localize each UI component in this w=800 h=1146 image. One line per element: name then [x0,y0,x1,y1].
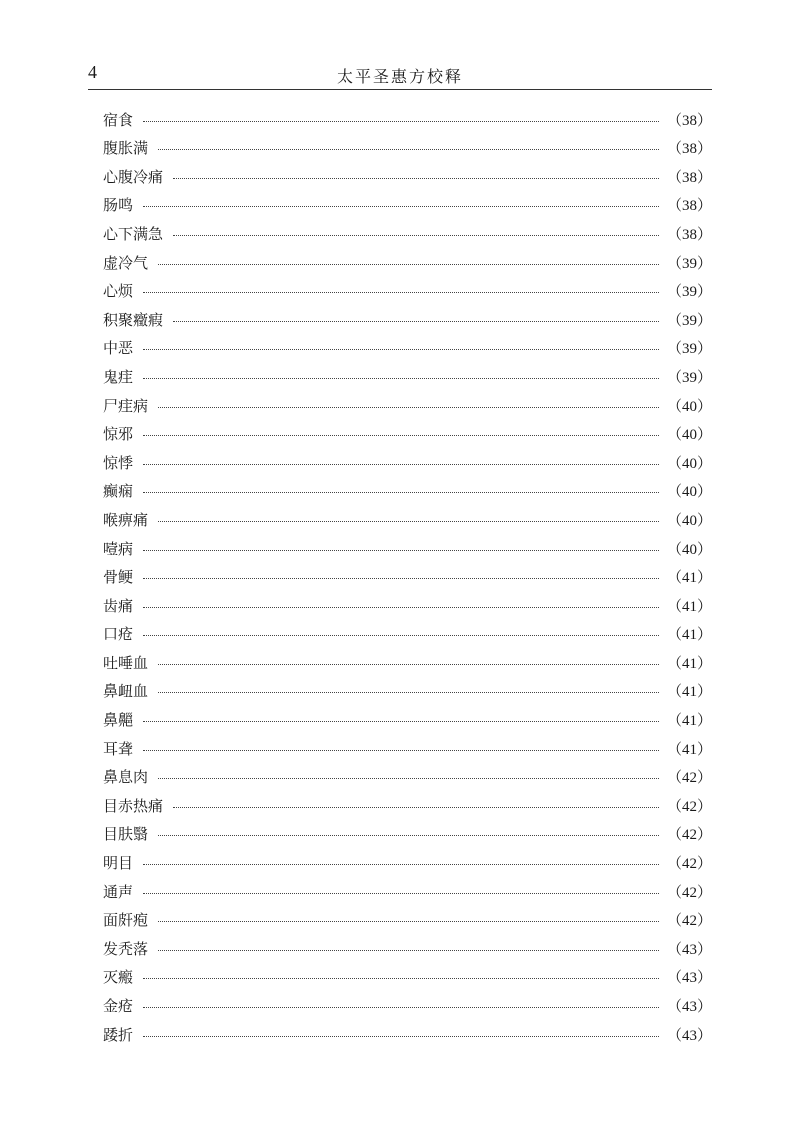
toc-entry-title: 心腹冷痛 [103,167,164,186]
dot-leader [143,635,659,636]
toc-entry-page: （42） [666,770,712,787]
toc-entry-title: 癫痫 [103,482,134,501]
toc-entry-title: 耳聋 [103,739,134,758]
toc-entry-title: 面皯疱 [103,911,149,930]
dot-leader [158,407,659,408]
page-number: 4 [88,62,97,82]
dot-leader [173,321,659,322]
toc-entry-page: （41） [666,655,712,672]
toc-entry[interactable] [103,644,712,673]
dot-leader [158,521,659,522]
toc-entry-title: 积聚癥瘕 [103,310,164,329]
running-title: 太平圣惠方校释 [336,67,463,86]
toc-entry[interactable] [103,444,712,473]
dot-leader [158,264,659,265]
toc-entry-title: 中恶 [103,339,134,358]
dot-leader [158,778,659,779]
toc-entry-title: 喉痹痛 [103,510,149,529]
toc-entry-title: 金疮 [103,997,134,1015]
dot-leader [143,206,659,207]
toc-entry-title: 吐唾血 [103,653,149,672]
toc-entry-title: 灭瘢 [103,968,134,987]
toc-entry[interactable] [103,215,712,244]
dot-leader [143,1036,659,1037]
dot-leader [143,349,659,350]
toc-entry[interactable] [103,501,712,530]
toc-entry-page: （43） [666,999,712,1015]
toc-entry-page: （43） [666,1027,712,1044]
toc-entry-page: （41） [666,570,712,587]
toc-entry-page: （40） [666,512,712,529]
toc-entry[interactable] [103,787,712,816]
toc-entry-page: （43） [666,941,712,958]
dot-leader [143,121,659,122]
toc-entry-title: 目肤翳 [103,825,149,844]
toc-entry[interactable] [103,187,712,216]
toc-entry-page: （39） [666,255,712,272]
toc-entry[interactable] [103,959,712,988]
toc-entry-page: （42） [666,798,712,815]
dot-leader [143,435,659,436]
page-header [88,60,712,88]
toc-entry-page: （41） [666,713,712,730]
toc-entry[interactable] [103,330,712,359]
dot-leader [158,950,659,951]
toc-entry[interactable] [103,387,712,416]
toc-entry-page: （38） [666,169,712,186]
dot-leader [158,664,659,665]
dot-leader [143,750,659,751]
dot-leader [143,578,659,579]
toc-entry-title: 口疮 [103,625,134,644]
toc-entry-page: （43） [666,970,712,987]
toc-entry[interactable] [103,987,712,1016]
dot-leader [143,607,659,608]
table-of-contents [103,101,712,1045]
toc-entry[interactable] [103,730,712,759]
toc-entry-title: 鼻息肉 [103,768,149,787]
toc-entry[interactable] [103,816,712,845]
toc-entry-title: 鬼疰 [103,367,134,386]
dot-leader [143,721,659,722]
toc-entry-page: （39） [666,369,712,386]
dot-leader [173,807,659,808]
toc-entry-page: （39） [666,341,712,358]
toc-entry-page: （38） [666,198,712,215]
toc-entry[interactable] [103,587,712,616]
dot-leader [158,149,659,150]
dot-leader [143,378,659,379]
toc-entry-title: 通声 [103,882,134,901]
toc-entry-title: 尸疰病 [103,396,149,415]
toc-entry-title: 心下满急 [103,224,164,243]
toc-entry[interactable] [103,616,712,645]
toc-entry-page: （42） [666,913,712,930]
toc-entry-title: 目赤热痛 [103,796,164,815]
toc-entry-title: 明目 [103,854,134,873]
toc-entry-page: （38） [666,112,712,129]
dot-leader [143,550,659,551]
toc-entry-page: （38） [666,141,712,158]
toc-entry[interactable] [103,130,712,159]
toc-entry[interactable] [103,902,712,931]
dot-leader [173,235,659,236]
toc-entry-title: 噎病 [103,539,134,558]
header-rule [88,89,712,90]
dot-leader [143,978,659,979]
toc-entry-title: 发秃落 [103,939,149,958]
toc-entry-page: （41） [666,627,712,644]
dot-leader [143,1007,659,1008]
toc-entry-title: 心烦 [103,282,134,301]
toc-entry-page: （40） [666,427,712,444]
toc-entry-page: （41） [666,598,712,615]
toc-entry[interactable] [103,759,712,788]
toc-entry[interactable] [103,844,712,873]
toc-entry-title: 虚冷气 [103,253,149,272]
toc-entry-title: 惊悸 [103,453,134,472]
toc-entry-page: （40） [666,541,712,558]
toc-entry-title: 鼻齆 [103,711,134,730]
toc-entry-page: （42） [666,856,712,873]
toc-entry[interactable] [103,873,712,902]
toc-entry[interactable] [103,273,712,302]
toc-entry-page: （42） [666,884,712,901]
dot-leader [143,893,659,894]
toc-entry-title: 骨鲠 [103,568,134,587]
toc-entry-title: 齿痛 [103,596,134,615]
toc-entry[interactable] [103,473,712,502]
dot-leader [143,292,659,293]
toc-entry[interactable] [103,673,712,702]
dot-leader [143,864,659,865]
toc-entry-title: 惊邪 [103,425,134,444]
toc-entry-page: （40） [666,455,712,472]
toc-entry[interactable] [103,559,712,588]
toc-entry[interactable] [103,701,712,730]
toc-entry-page: （41） [666,684,712,701]
dot-leader [158,835,659,836]
dot-leader [143,492,659,493]
toc-entry[interactable] [103,101,712,130]
dot-leader [158,692,659,693]
toc-entry[interactable] [103,358,712,387]
toc-entry-page: （38） [666,226,712,243]
toc-entry-title: 宿食 [103,110,134,129]
toc-entry-page: （40） [666,398,712,415]
toc-entry-page: （42） [666,827,712,844]
toc-entry[interactable] [103,158,712,187]
toc-entry-title: 腹胀满 [103,139,149,158]
dot-leader [158,921,659,922]
toc-entry-page: （39） [666,284,712,301]
toc-entry[interactable] [103,1016,712,1045]
dot-leader [143,464,659,465]
toc-entry-page: （41） [666,741,712,758]
toc-entry[interactable] [103,301,712,330]
toc-entry-title: 肠鸣 [103,196,134,215]
toc-entry-title: 鼻衄血 [103,682,149,701]
toc-entry[interactable] [103,416,712,445]
toc-entry-title: 踒折 [103,1025,134,1044]
dot-leader [173,178,659,179]
toc-entry[interactable] [103,530,712,559]
toc-entry[interactable] [103,930,712,959]
toc-entry-page: （39） [666,312,712,329]
toc-entry-page: （40） [666,484,712,501]
toc-entry[interactable] [103,244,712,273]
